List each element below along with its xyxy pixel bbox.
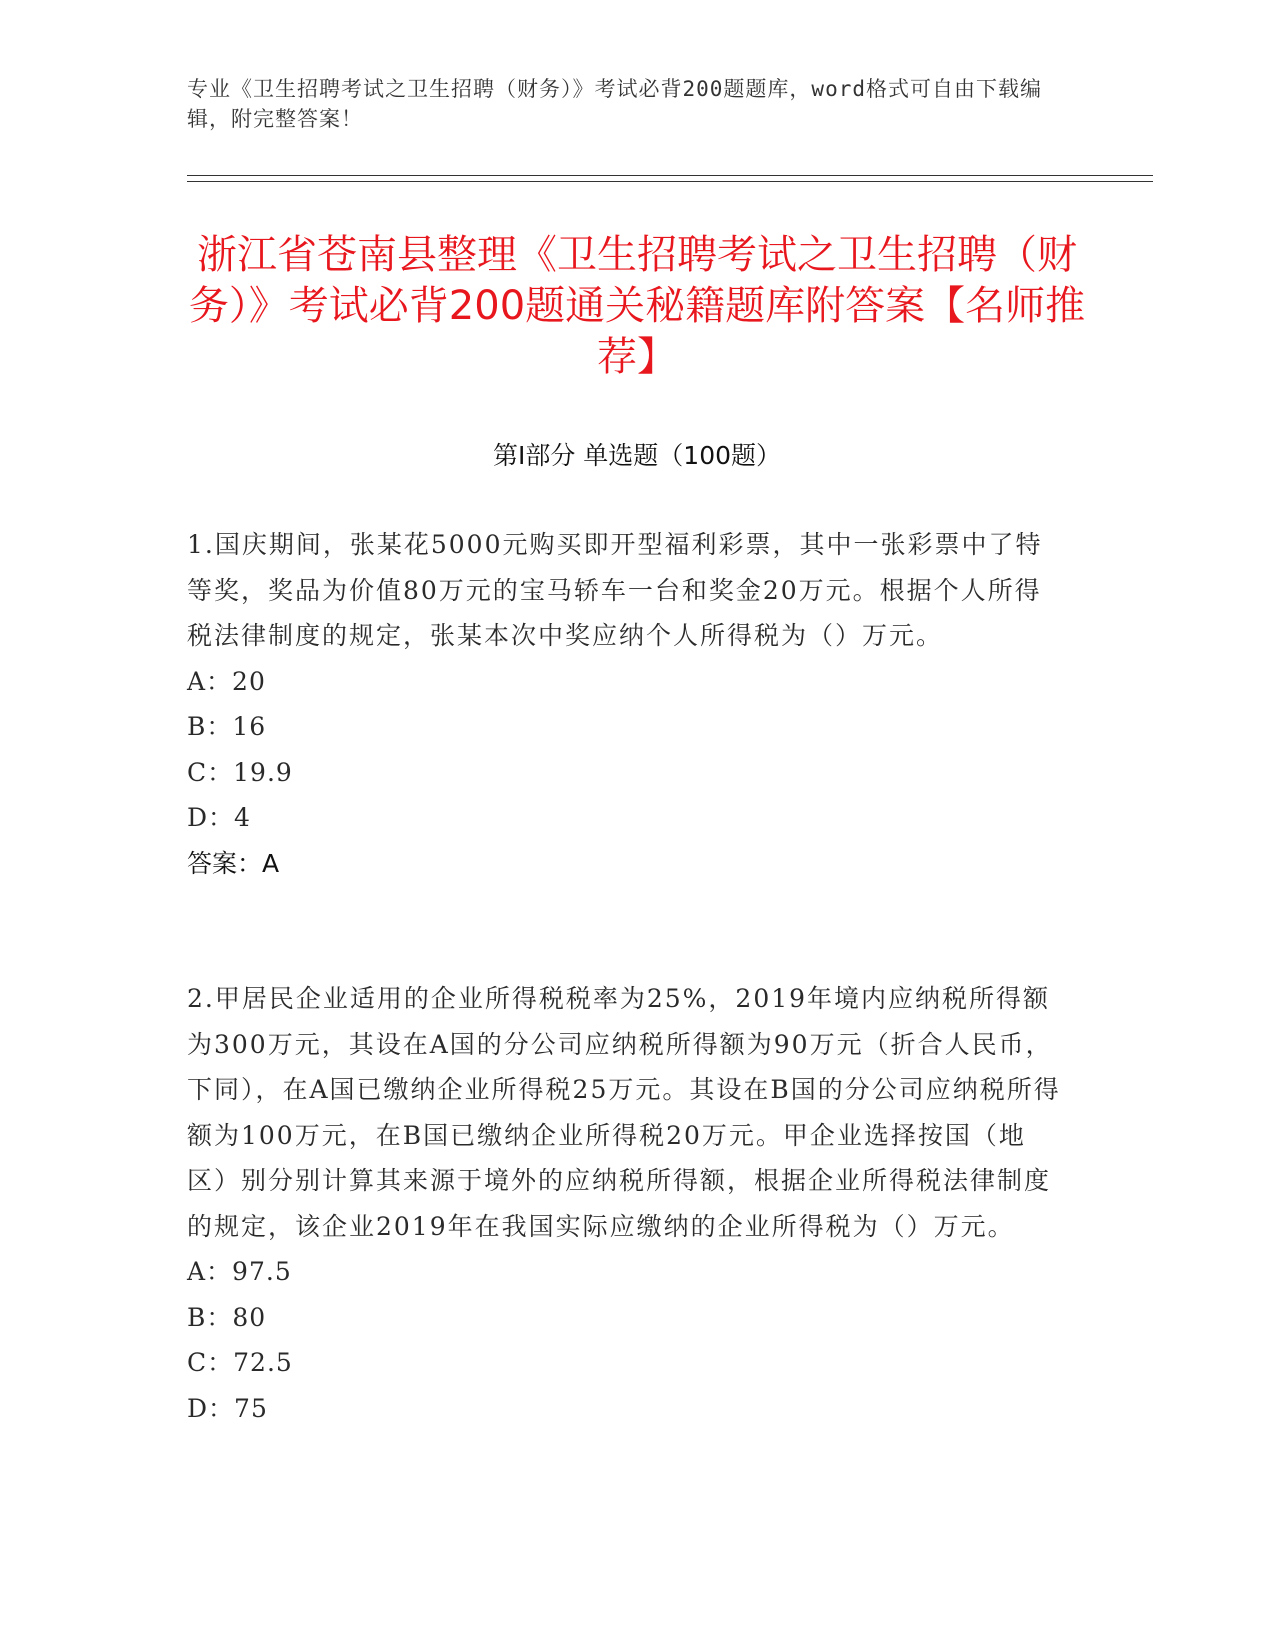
document-title: 浙江省苍南县整理《卫生招聘考试之卫生招聘（财务）》考试必背200题通关秘籍题库附答案【名师推荐】 — [188, 232, 1086, 380]
option-a: A：97.5 — [187, 1257, 292, 1286]
header-divider-bottom — [187, 181, 1153, 182]
option-d: D：75 — [187, 1393, 268, 1423]
answer: 答案：A — [187, 848, 280, 878]
header-divider-top — [187, 175, 1153, 176]
option-c: C：19.9 — [187, 757, 293, 787]
section-heading: 第I部分 单选题（100题） — [492, 441, 782, 470]
header-note: 专业《卫生招聘考试之卫生招聘（财务）》考试必背200题题库，word格式可自由下载编辑，附完整答案！ — [187, 77, 1042, 131]
question-2 — [187, 976, 1067, 1431]
option-b: B：80 — [187, 1302, 267, 1332]
option-b: B：16 — [187, 712, 267, 741]
question-1 — [187, 522, 1067, 886]
option-c: C：72.5 — [187, 1348, 293, 1377]
question-text: 1.国庆期间，张某花5000元购买即开型福利彩票，其中一张彩票中了特等奖，奖品为价值80万元的宝马轿车一台和奖金20万元。根据个人所得税法律制度的规定，张某本次中奖应纳个人所得税为（）万元。 — [187, 530, 1043, 650]
option-d: D：4 — [187, 803, 251, 832]
option-a: A：20 — [187, 666, 266, 696]
question-text: 2.甲居民企业适用的企业所得税税率为25%，2019年境内应纳税所得额为300万元，其设在A国的分公司应纳税所得额为90万元（折合人民币，下同），在A国已缴纳企业所得税25万元。其设在B国的分公司应纳税所得额为100万元，在B国已缴纳企业所得税20万元。甲企业选择按国（地区）别分别计算其来源于境外的应纳税所得额，根据企业所得税法律制度的规定，该企业2019年在我国实际应缴纳的企业所得税为（）万元。 — [187, 984, 1061, 1241]
